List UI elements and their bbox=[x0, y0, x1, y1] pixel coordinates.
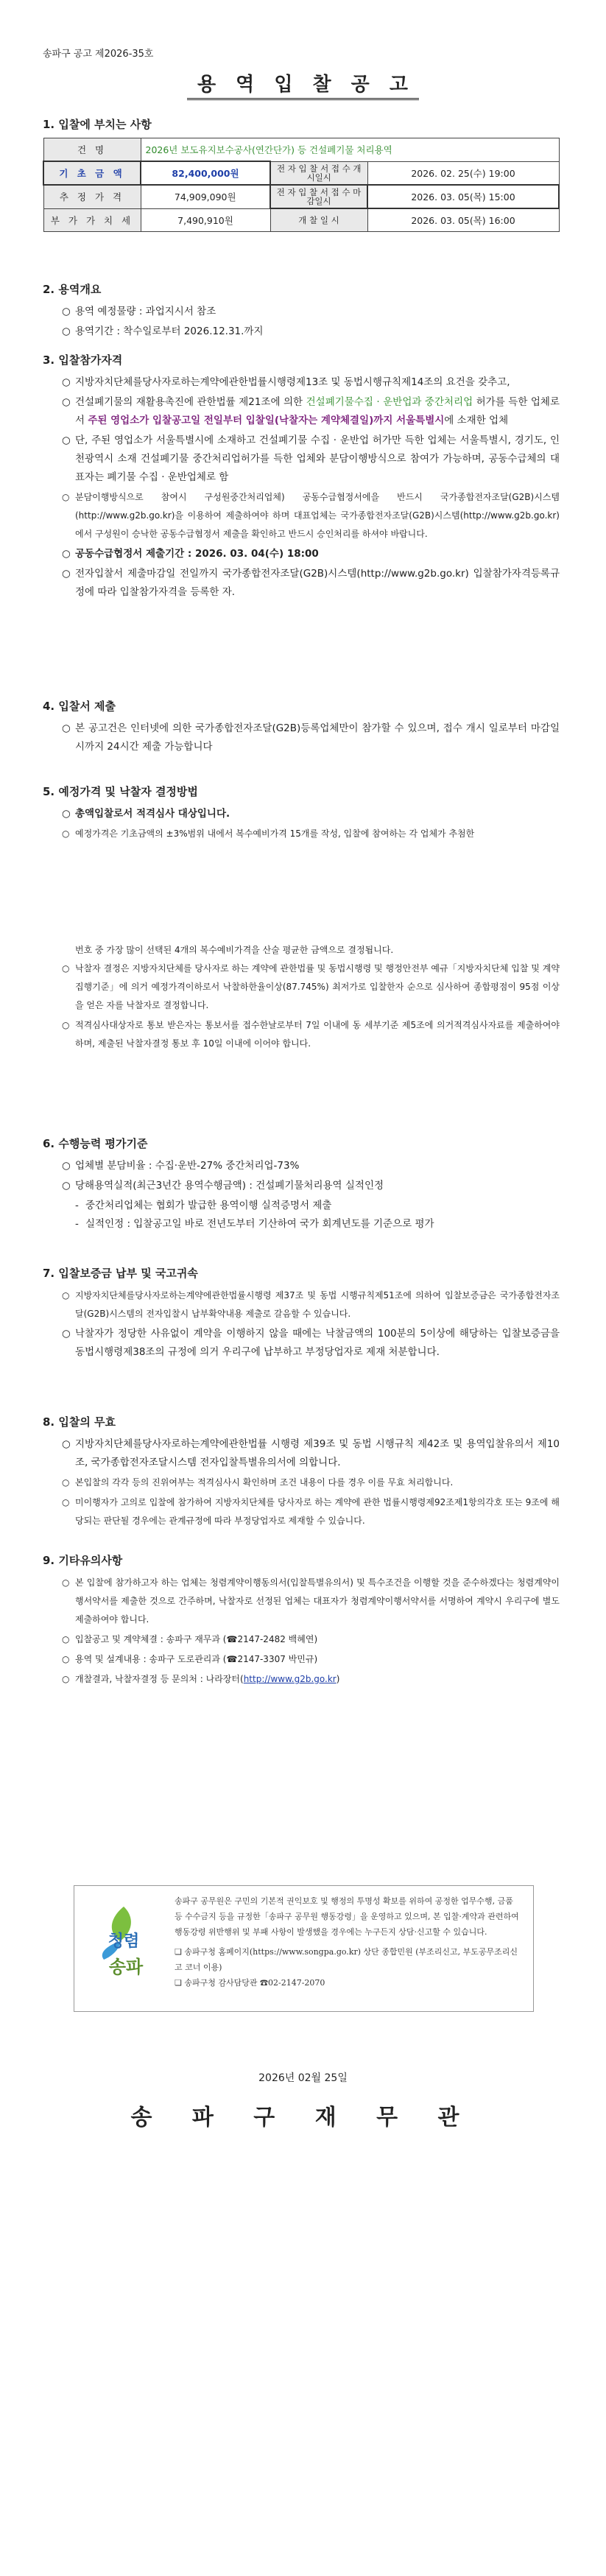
sub-item: - 중간처리업체는 협회가 발급한 용역이행 실적증명서 제출 bbox=[75, 1200, 332, 1211]
section-heading: 1. 입찰에 부치는 사항 bbox=[43, 118, 152, 131]
label-start-time: 전 자 입 찰 서 접 수 개시일시 bbox=[270, 161, 367, 185]
list-item: ○ 업체별 분담비율 : 수집·운반-27% 중간처리업-73% bbox=[62, 1160, 300, 1172]
sub-item: - 실적인정 : 입찰공고일 바로 전년도부터 기산하여 국가 회계년도를 기준으로 평가 bbox=[75, 1218, 434, 1230]
value-estimate: 74,909,090원 bbox=[141, 185, 270, 208]
svg-text:송파: 송파 bbox=[108, 1957, 144, 1977]
label-end-time: 전 자 입 찰 서 접 수 마감일시 bbox=[270, 185, 367, 208]
list-item: ○ 본 입찰에 참가하고자 하는 업체는 청렴계약이행동의서(입찰특별유의서) 및 특수조건을 이행할 것을 준수하겠다는 청렴계약이행서약서를 제출한 것으로 간주하며, 낙찰자로 선정된 업체는 대표자가 청렴계약이행서약서를 서명하여 계약시 우리구에 별도 제출하여야 합니다. bbox=[62, 1577, 560, 1625]
list-item: ○ 전자입찰서 제출마감일 전일까지 국가종합전자조달(G2B)시스템(http://www.g2b.go.kr) 입찰참가자격등록규정에 따라 입찰참가자격을 등록한 자. bbox=[62, 568, 560, 598]
list-item: ○ 낙찰자가 정당한 사유없이 계약을 이행하지 않을 때에는 낙찰금액의 100분의 5이상에 해당하는 입찰보증금을 동법시행령제38조의 규정에 의거 우리구에 납부하고 부정당업자로 제재 처분합니다. bbox=[62, 1328, 560, 1358]
notice-line: ❏ 송파구청 감사담당관 ☎02-2147-2070 bbox=[175, 1978, 325, 1988]
list-item: ○ 지방자치단체를당사자로하는계약에관한법률시행령 제37조 및 동법 시행규칙제51조에 의하여 입찰보증금은 국가종합전자조달(G2B)시스템의 전자입찰시 납부확약내용 제출로 갈음할 수 있습니다. bbox=[62, 1290, 560, 1319]
label-vat: 부 가 가 치 세 bbox=[43, 208, 141, 232]
value-base-amount: 82,400,000원 bbox=[141, 161, 270, 185]
section-overview bbox=[43, 281, 560, 342]
list-item: ○ 분담이행방식으로 참여시 구성원중간처리업체) 공동수급협정서에을 반드시 국가종합전자조달(G2B)시스템(http://www.g2b.go.kr)을 이용하여 제출하여야 하며 대표업체는 국가종합전자조달(G2B)시스템(http://www.g2b.go.kr)에서 구성원이 승낙한 공동수급협정서 제출을 확인하고 반드시 승인처리를 하셔야 바랍니다. bbox=[62, 492, 560, 539]
list-item: ○ 적격심사대상자로 통보 받은자는 통보서를 접수한날로부터 7일 이내에 동 세부기준 제5조에 의거적격심사자료를 제출하여야 하며, 제출된 낙찰자결정 통보 후 10일 이내에 이어야 합니다. bbox=[62, 1020, 560, 1049]
section-bid-items bbox=[43, 116, 560, 232]
notice-line: 송파구 공무원은 구민의 기본적 권익보호 및 행정의 투명성 확보를 위하여 공정한 업무수행, 금품 등 수수금지 등을 규정한「송파구 공무원 행동강령」을 운영하고 있으며, 본 입찰·계약과 관련하여 행동강령 위반행위 및 부패 사항이 발생했을 경우에는 누구든지 상담·신고할 수 있습니다. bbox=[175, 1896, 519, 1937]
label-open-time: 개 찰 일 시 bbox=[270, 208, 367, 232]
continued-text: 번호 중 가장 많이 선택된 4개의 복수예비가격을 산술 평균한 금액으로 결정됩니다. bbox=[75, 945, 394, 955]
section-award-method bbox=[43, 784, 560, 845]
section-notes bbox=[43, 1552, 560, 1690]
section-evaluation bbox=[43, 1136, 560, 1234]
section-qualification bbox=[43, 352, 560, 603]
label-estimate: 추 정 가 격 bbox=[43, 185, 141, 208]
value-open-time: 2026. 03. 05(목) 16:00 bbox=[367, 208, 559, 232]
section-heading: 6. 수행능력 평가기준 bbox=[43, 1137, 148, 1150]
list-item: ○ 본입찰의 각각 등의 진위여부는 적격심사시 확인하며 조건 내용이 다를 경우 이를 무효 처리합니다. bbox=[62, 1477, 454, 1488]
list-item: ○ 단, 주된 영업소가 서울특별시에 소재하고 건설폐기물 수집 · 운반업 허가만 득한 업체는 서울특별시, 경기도, 인천광역시 소재 건설폐기물 중간처리업허가를 득한 업체와 분담이행방식으로 참여가 가능하며, 공동수급체의 대표자는 폐기물 수집 · 운반업체로 함 bbox=[62, 434, 560, 483]
section-heading: 9. 기타유의사항 bbox=[43, 1554, 123, 1567]
section-heading: 4. 입찰서 제출 bbox=[43, 700, 116, 713]
section-heading: 8. 입찰의 무효 bbox=[43, 1415, 116, 1429]
notice-number: 송파구 공고 제2026-35호 bbox=[43, 49, 154, 60]
list-item: ○ 지방자치단체를당사자로하는계약에관한법률 시행령 제39조 및 동법 시행규칙 제42조 및 용역입찰유의서 제10조, 국가종합전자조달시스템 전자입찰특별유의서에 의합니다. bbox=[62, 1438, 560, 1468]
section-deposit bbox=[43, 1265, 560, 1363]
list-item: ○ 미이행자가 고의로 입찰에 참가하여 지방자치단체를 당사자로 하는 계약에 관한 법률시행령제92조제1항의각호 또는 9조에 해당되는 판단될 경우에는 관계규정에 따라 부정당업자로 제재할 수 있습니다. bbox=[62, 1497, 560, 1526]
section-heading: 3. 입찰참가자격 bbox=[43, 353, 123, 367]
issuer-org: 송 파 구 재 무 관 bbox=[130, 2105, 476, 2130]
list-item: ○ 총액입찰로서 적격심사 대상입니다. bbox=[62, 808, 230, 820]
list-item: ○ 낙찰자 결정은 지방자치단체를 당사자로 하는 계약에 관한법률 및 동법시행령 및 행정안전부 예규「지방자치단체 입찰 및 계약 집행기준」에 의거 예정가격이하로서 낙찰하한율이상(87.745%) 최저가로 입찰한자 순으로 심사하여 종합평점이 95점 이상을 얻은 자를 낙찰자로 결정합니다. bbox=[62, 963, 560, 1010]
section-submission bbox=[43, 698, 560, 758]
list-item: ○ 용역 예정물량 : 과업지시서 참조 bbox=[62, 306, 216, 317]
notice-line: ❏ 송파구청 홈페이지(https://www.songpa.go.kr) 상단 종합민원 (부조리신고, 부도공무조리신고 코너 이용) bbox=[175, 1947, 518, 1972]
value-end-time: 2026. 03. 05(목) 15:00 bbox=[367, 185, 559, 208]
page-title: 용 역 입 찰 공 고 bbox=[0, 69, 606, 96]
section-heading: 2. 용역개요 bbox=[43, 283, 102, 296]
section-heading: 5. 예정가격 및 낙찰자 결정방법 bbox=[43, 785, 198, 798]
list-item: ○ 지방자치단체를당사자로하는계약에관한법률시행령제13조 및 동법시행규칙제14조의 요건을 갖추고, bbox=[62, 376, 510, 388]
list-item: ○ 본 공고건은 인터넷에 의한 국가종합전자조달(G2B)등록업체만이 참가할 수 있으며, 접수 개시 일로부터 마감일시까지 24시간 제출 가능합니다 bbox=[62, 722, 560, 753]
value-start-time: 2026. 02. 25(수) 19:00 bbox=[367, 161, 559, 185]
section-award-method-cont bbox=[43, 941, 560, 1055]
g2b-link[interactable]: http://www.g2b.go.kr bbox=[243, 1674, 337, 1684]
issue-date: 2026년 02월 25일 bbox=[258, 2072, 348, 2084]
bid-info-table bbox=[43, 138, 560, 232]
list-item: ○ 용역 및 설계내용 : 송파구 도로관리과 (☎2147-3307 박민규) bbox=[62, 1654, 318, 1664]
list-item: ○ 예정가격은 기초금액의 ±3%범위 내에서 복수예비가격 15개를 작성, 입찰에 참여하는 각 업체가 추첨한 bbox=[62, 828, 475, 839]
list-item: ○ 개찰결과, 낙찰자결정 등 문의처 : 나라장터(http://www.g2b.go.kr) bbox=[62, 1674, 340, 1684]
label-base-amount: 기 초 금 액 bbox=[43, 161, 141, 185]
section-heading: 7. 입찰보증금 납부 및 국고귀속 bbox=[43, 1267, 198, 1280]
list-item: ○ 용역기간 : 착수일로부터 2026.12.31.까지 bbox=[62, 325, 264, 337]
label-name: 건 명 bbox=[43, 138, 141, 162]
value-vat: 7,490,910원 bbox=[141, 208, 270, 232]
list-item: ○ 공동수급협정서 제출기간 : 2026. 03. 04(수) 18:00 bbox=[62, 548, 319, 560]
integrity-notice-box bbox=[74, 1885, 534, 2012]
list-item: ○ 건설폐기물의 재활용촉진에 관한법률 제21조에 의한 건설폐기물수집 · 운반업과 중간처리업 허가를 득한 업체로서 주된 영업소가 입찰공고일 전일부터 입찰일(낙찰자는 계약체결일)까지 서울특별시에 소재한 업체 bbox=[62, 396, 560, 426]
value-name: 2026년 보도유지보수공사(연간단가) 등 건설폐기물 처리용역 bbox=[141, 138, 559, 162]
list-item: ○ 당해용역실적(최근3년간 용역수행금액) : 건설폐기물처리용역 실적인정 bbox=[62, 1180, 384, 1192]
svg-text:청렴: 청렴 bbox=[108, 1932, 140, 1951]
list-item: ○ 입찰공고 및 계약체결 : 송파구 재무과 (☎2147-2482 백혜연) bbox=[62, 1634, 318, 1644]
section-invalid bbox=[43, 1414, 560, 1532]
integrity-logo bbox=[83, 1901, 164, 1989]
integrity-notice-text bbox=[175, 1893, 521, 1991]
